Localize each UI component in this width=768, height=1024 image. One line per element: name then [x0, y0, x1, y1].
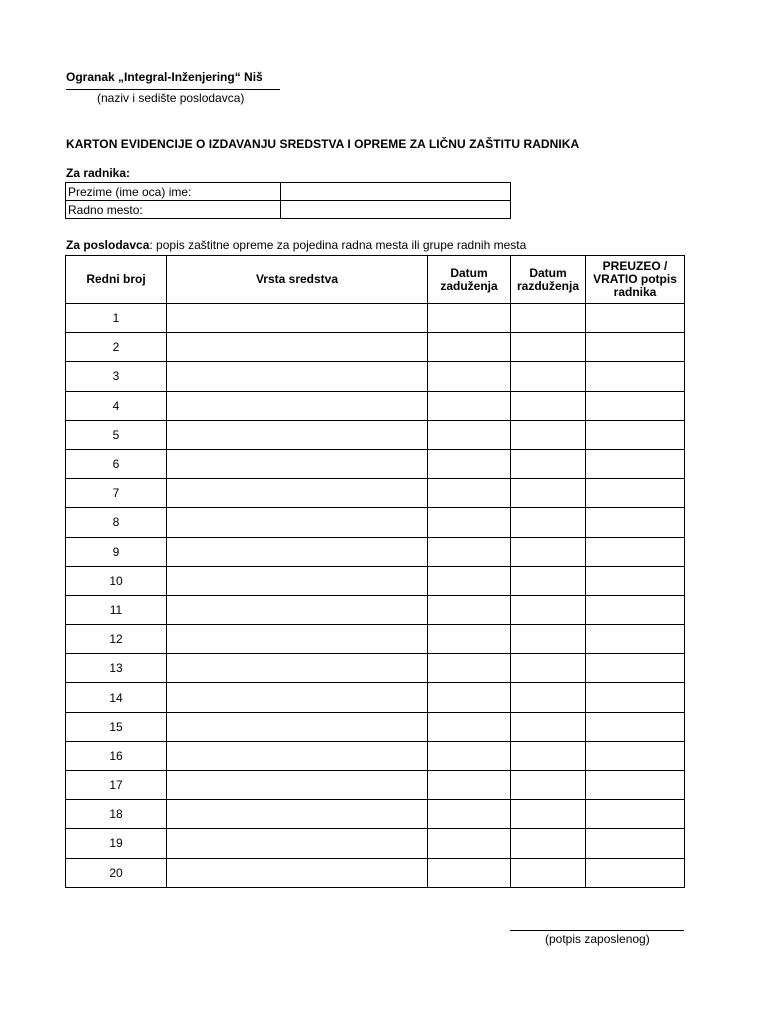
document-title: KARTON EVIDENCIJE O IZDAVANJU SREDSTVA I OPREME ZA LIČNU ZAŠTITU RADNIKA	[66, 137, 580, 151]
row-issue-date[interactable]	[428, 829, 511, 858]
worker-section-heading: Za radnika:	[66, 166, 131, 180]
row-return-date[interactable]	[511, 625, 586, 654]
row-return-date[interactable]	[511, 712, 586, 741]
row-worker-signature[interactable]	[586, 800, 685, 829]
row-issue-date[interactable]	[428, 479, 511, 508]
row-issue-date[interactable]	[428, 683, 511, 712]
row-serial-number: 17	[66, 771, 167, 800]
row-serial-number: 16	[66, 741, 167, 770]
row-serial-number: 1	[66, 304, 167, 333]
table-row	[66, 566, 685, 595]
table-row	[66, 595, 685, 624]
table-row	[66, 449, 685, 478]
row-equipment-type[interactable]	[167, 420, 428, 449]
table-row	[66, 362, 685, 391]
row-issue-date[interactable]	[428, 712, 511, 741]
header-equipment-type: Vrsta sredstva	[167, 256, 428, 304]
row-worker-signature[interactable]	[586, 712, 685, 741]
row-issue-date[interactable]	[428, 595, 511, 624]
row-return-date[interactable]	[511, 391, 586, 420]
row-issue-date[interactable]	[428, 771, 511, 800]
row-equipment-type[interactable]	[167, 800, 428, 829]
row-serial-number: 6	[66, 449, 167, 478]
row-serial-number: 7	[66, 479, 167, 508]
row-worker-signature[interactable]	[586, 829, 685, 858]
ppe-issue-table	[65, 255, 685, 888]
row-serial-number: 14	[66, 683, 167, 712]
header-worker-signature: PREUZEO / VRATIO potpis radnika	[586, 256, 685, 304]
employer-section-heading: Za poslodavca	[66, 238, 150, 252]
row-worker-signature[interactable]	[586, 508, 685, 537]
row-issue-date[interactable]	[428, 537, 511, 566]
row-equipment-type[interactable]	[167, 362, 428, 391]
row-equipment-type[interactable]	[167, 333, 428, 362]
row-return-date[interactable]	[511, 333, 586, 362]
row-worker-signature[interactable]	[586, 595, 685, 624]
employer-caption: (naziv i sedište poslodavca)	[97, 91, 245, 105]
work-position-label: Radno mesto:	[66, 201, 281, 219]
worker-name-field[interactable]	[281, 183, 511, 201]
worker-info-table	[65, 182, 511, 219]
row-equipment-type[interactable]	[167, 391, 428, 420]
row-return-date[interactable]	[511, 595, 586, 624]
row-issue-date[interactable]	[428, 800, 511, 829]
row-worker-signature[interactable]	[586, 625, 685, 654]
row-return-date[interactable]	[511, 566, 586, 595]
employer-section-description	[66, 238, 526, 252]
row-serial-number: 10	[66, 566, 167, 595]
row-serial-number: 18	[66, 800, 167, 829]
row-return-date[interactable]	[511, 829, 586, 858]
row-worker-signature[interactable]	[586, 449, 685, 478]
worker-name-label: Prezime (ime oca) ime:	[66, 183, 281, 201]
row-worker-signature[interactable]	[586, 566, 685, 595]
row-equipment-type[interactable]	[167, 537, 428, 566]
table-row	[66, 858, 685, 887]
row-return-date[interactable]	[511, 771, 586, 800]
signature-caption: (potpis zaposlenog)	[545, 932, 650, 946]
row-return-date[interactable]	[511, 449, 586, 478]
table-row	[66, 304, 685, 333]
table-row	[66, 654, 685, 683]
signature-line	[510, 930, 684, 931]
header-issue-date: Datum zaduženja	[428, 256, 511, 304]
row-issue-date[interactable]	[428, 741, 511, 770]
row-issue-date[interactable]	[428, 449, 511, 478]
row-return-date[interactable]	[511, 479, 586, 508]
ppe-table-header-row	[66, 256, 685, 304]
row-worker-signature[interactable]	[586, 654, 685, 683]
row-worker-signature[interactable]	[586, 362, 685, 391]
table-row	[66, 741, 685, 770]
row-equipment-type[interactable]	[167, 829, 428, 858]
row-serial-number: 20	[66, 858, 167, 887]
row-serial-number: 19	[66, 829, 167, 858]
row-return-date[interactable]	[511, 800, 586, 829]
row-issue-date[interactable]	[428, 304, 511, 333]
row-worker-signature[interactable]	[586, 537, 685, 566]
row-equipment-type[interactable]	[167, 566, 428, 595]
row-equipment-type[interactable]	[167, 858, 428, 887]
row-return-date[interactable]	[511, 741, 586, 770]
row-serial-number: 2	[66, 333, 167, 362]
row-serial-number: 8	[66, 508, 167, 537]
row-issue-date[interactable]	[428, 858, 511, 887]
row-issue-date[interactable]	[428, 333, 511, 362]
row-worker-signature[interactable]	[586, 479, 685, 508]
row-return-date[interactable]	[511, 858, 586, 887]
row-serial-number: 12	[66, 625, 167, 654]
row-equipment-type[interactable]	[167, 771, 428, 800]
row-return-date[interactable]	[511, 420, 586, 449]
row-serial-number: 5	[66, 420, 167, 449]
table-row	[66, 537, 685, 566]
worker-field-row	[66, 201, 511, 219]
table-row	[66, 829, 685, 858]
row-equipment-type[interactable]	[167, 595, 428, 624]
row-worker-signature[interactable]	[586, 420, 685, 449]
row-issue-date[interactable]	[428, 420, 511, 449]
row-return-date[interactable]	[511, 304, 586, 333]
row-issue-date[interactable]	[428, 654, 511, 683]
ppe-table-body	[66, 304, 685, 888]
row-issue-date[interactable]	[428, 508, 511, 537]
header-return-date: Datum razduženja	[511, 256, 586, 304]
row-worker-signature[interactable]	[586, 771, 685, 800]
row-return-date[interactable]	[511, 508, 586, 537]
table-row	[66, 625, 685, 654]
row-equipment-type[interactable]	[167, 304, 428, 333]
row-issue-date[interactable]	[428, 391, 511, 420]
row-equipment-type[interactable]	[167, 741, 428, 770]
table-row	[66, 683, 685, 712]
row-serial-number: 9	[66, 537, 167, 566]
row-serial-number: 4	[66, 391, 167, 420]
row-worker-signature[interactable]	[586, 333, 685, 362]
row-equipment-type[interactable]	[167, 712, 428, 741]
row-equipment-type[interactable]	[167, 654, 428, 683]
row-return-date[interactable]	[511, 537, 586, 566]
row-serial-number: 15	[66, 712, 167, 741]
row-issue-date[interactable]	[428, 362, 511, 391]
row-return-date[interactable]	[511, 683, 586, 712]
employer-section-text: : popis zaštitne opreme za pojedina radna mesta ili grupe radnih mesta	[149, 238, 527, 252]
row-worker-signature[interactable]	[586, 391, 685, 420]
row-equipment-type[interactable]	[167, 479, 428, 508]
row-equipment-type[interactable]	[167, 683, 428, 712]
row-issue-date[interactable]	[428, 625, 511, 654]
header-serial-number: Redni broj	[66, 256, 167, 304]
row-equipment-type[interactable]	[167, 508, 428, 537]
worker-field-row	[66, 183, 511, 201]
table-row	[66, 771, 685, 800]
table-row	[66, 508, 685, 537]
employer-underline	[66, 89, 280, 90]
row-issue-date[interactable]	[428, 566, 511, 595]
work-position-field[interactable]	[281, 201, 511, 219]
row-serial-number: 13	[66, 654, 167, 683]
row-return-date[interactable]	[511, 654, 586, 683]
table-row	[66, 391, 685, 420]
row-equipment-type[interactable]	[167, 449, 428, 478]
row-serial-number: 3	[66, 362, 167, 391]
row-equipment-type[interactable]	[167, 625, 428, 654]
row-worker-signature[interactable]	[586, 683, 685, 712]
table-row	[66, 800, 685, 829]
employer-name: Ogranak „Integral-Inženjering“ Niš	[66, 70, 263, 84]
row-worker-signature[interactable]	[586, 858, 685, 887]
row-worker-signature[interactable]	[586, 741, 685, 770]
table-row	[66, 712, 685, 741]
row-worker-signature[interactable]	[586, 304, 685, 333]
table-row	[66, 333, 685, 362]
row-return-date[interactable]	[511, 362, 586, 391]
table-row	[66, 479, 685, 508]
table-row	[66, 420, 685, 449]
row-serial-number: 11	[66, 595, 167, 624]
